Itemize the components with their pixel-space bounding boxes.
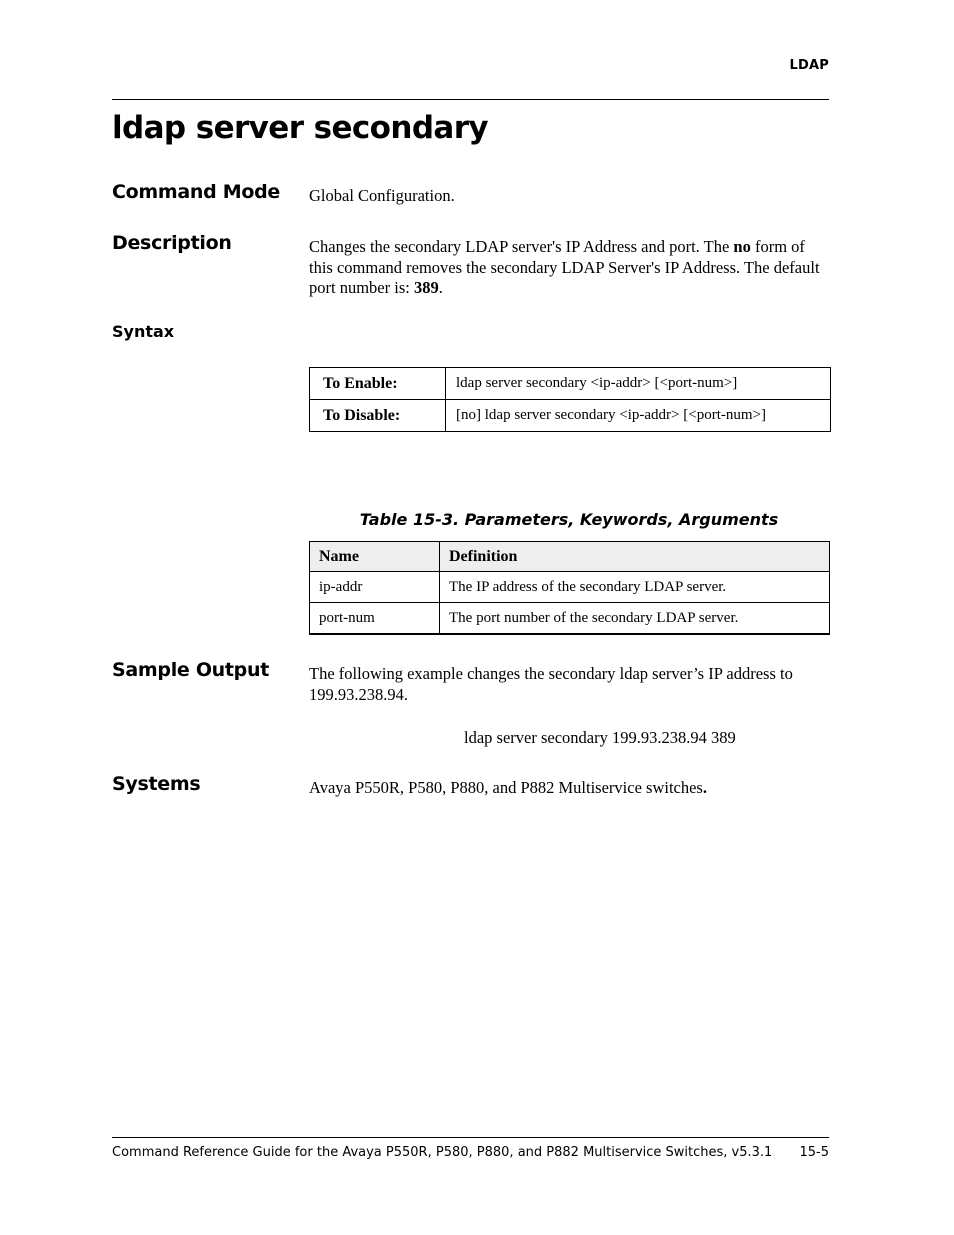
footer-text: Command Reference Guide for the Avaya P550R, P580, P880, and P882 Multiservice Switches, v5.3.1 — [112, 1145, 773, 1160]
param-header-name: Name — [310, 542, 440, 572]
param-table — [309, 541, 830, 635]
syntax-heading: Syntax — [112, 322, 175, 341]
syntax-value-disable: [no] ldap server secondary <ip-addr> [<port-num>] — [446, 400, 831, 432]
description-default-port: 389 — [413, 278, 439, 297]
command-mode-text: Global Configuration. — [309, 186, 455, 205]
syntax-label-enable: To Enable: — [310, 368, 446, 400]
sample-output-code: ldap server secondary 199.93.238.94 389 — [464, 728, 736, 747]
sample-output-text: The following example changes the secondary ldap server’s IP address to 199.93.238.94. — [309, 664, 793, 704]
header-rule — [112, 99, 829, 100]
param-table-caption: Table 15-3. Parameters, Keywords, Arguments — [359, 510, 779, 529]
footer-rule — [112, 1137, 829, 1138]
syntax-row-disable — [310, 400, 831, 432]
param-name-cell: ip-addr — [310, 572, 440, 603]
systems-text — [309, 778, 829, 799]
param-header-definition: Definition — [440, 542, 830, 572]
page-number: 15-5 — [799, 1145, 829, 1160]
description-no-keyword: no — [733, 237, 751, 256]
param-table-header — [310, 542, 830, 572]
description-text — [309, 237, 829, 299]
table-row — [310, 572, 830, 603]
description-text-part2: form of this command removes the secondary LDAP Server's IP Address. The default port number is: — [309, 237, 820, 297]
param-definition-cell: The port number of the secondary LDAP server. — [440, 603, 830, 635]
systems-text-body: Avaya P550R, P580, P880, and P882 Multiservice switches — [309, 778, 703, 797]
syntax-table — [309, 367, 831, 432]
syntax-label-disable: To Disable: — [310, 400, 446, 432]
table-row — [310, 603, 830, 635]
param-definition-cell: The IP address of the secondary LDAP server. — [440, 572, 830, 603]
page-title: ldap server secondary — [112, 110, 489, 146]
description-text-part3: . — [438, 278, 443, 297]
command-mode-heading: Command Mode — [112, 181, 281, 203]
description-heading: Description — [112, 232, 232, 254]
description-text-part1: Changes the secondary LDAP server's IP Address and port. The — [309, 237, 734, 256]
sample-output-heading: Sample Output — [112, 659, 269, 681]
systems-text-period: . — [702, 778, 707, 797]
running-head: LDAP — [789, 58, 829, 73]
systems-heading: Systems — [112, 773, 201, 795]
syntax-value-enable: ldap server secondary <ip-addr> [<port-num>] — [446, 368, 831, 400]
param-name-cell: port-num — [310, 603, 440, 635]
syntax-row-enable — [310, 368, 831, 400]
